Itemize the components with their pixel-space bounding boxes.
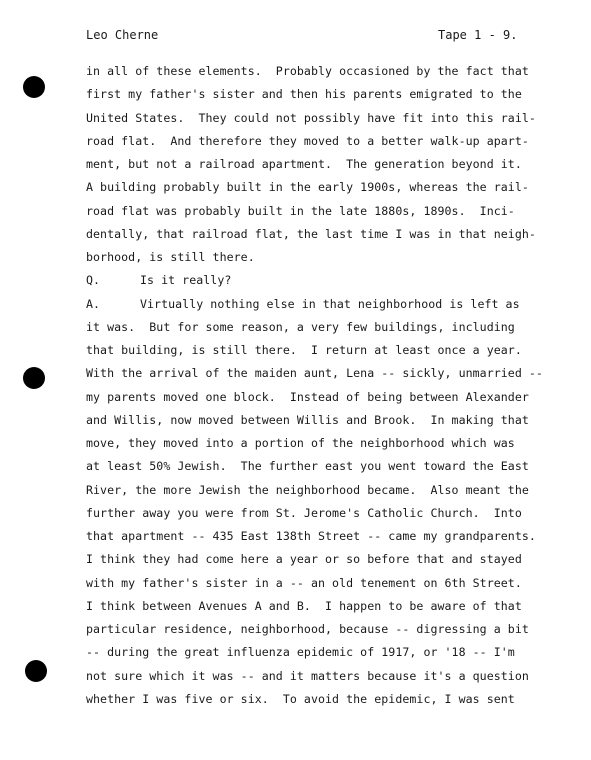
transcript-line: first my father's sister and then his parents emigrated to the <box>86 87 522 102</box>
transcript-line: not sure which it was -- and it matters because it's a question <box>86 668 529 683</box>
question-label: Q. <box>86 273 101 288</box>
transcript-line: I think they had come here a year or so before that and stayed <box>86 552 522 567</box>
transcript-line: I think between Avenues A and B. I happen to be aware of that <box>86 598 522 613</box>
transcript-line: dentally, that railroad flat, the last time I was in that neigh- <box>86 226 536 241</box>
transcript-line: at least 50% Jewish. The further east you went toward the East <box>86 459 529 474</box>
transcript-line: road flat. And therefore they moved to a better walk-up apart- <box>86 133 529 148</box>
question-line <box>86 269 586 292</box>
transcript-line: -- during the great influenza epidemic of 1917, or '18 -- I'm <box>86 645 515 660</box>
transcript-line: my parents moved one block. Instead of being between Alexander <box>86 389 529 404</box>
transcript-line: and Willis, now moved between Willis and Brook. In making that <box>86 412 529 427</box>
transcript-line: whether I was five or six. To avoid the epidemic, I was sent <box>86 691 515 706</box>
transcript-line: United States. They could not possibly have fit into this rail- <box>86 110 536 125</box>
transcript-line: with my father's sister in a -- an old tenement on 6th Street. <box>86 575 522 590</box>
transcript-line: ment, but not a railroad apartment. The generation beyond it. <box>86 157 522 171</box>
punch-hole-top <box>23 76 45 98</box>
question-text: Is it really? <box>140 273 232 288</box>
transcript-body <box>86 60 586 711</box>
transcript-line: further away you were from St. Jerome's Catholic Church. Into <box>86 505 522 520</box>
transcript-line: particular residence, neighborhood, because -- digressing a bit <box>86 622 529 636</box>
header-speaker-name: Leo Cherne <box>86 28 159 42</box>
answer-line <box>86 293 586 316</box>
punch-hole-bottom <box>25 660 47 682</box>
transcript-line: in all of these elements. Probably occasioned by the fact that <box>86 64 529 78</box>
transcript-line: that building, is still there. I return at least once a year. <box>86 343 522 357</box>
transcript-line: it was. But for some reason, a very few buildings, including <box>86 319 515 334</box>
answer-text: Virtually nothing else in that neighborhood is left as <box>140 296 520 311</box>
transcript-line: With the arrival of the maiden aunt, Lena -- sickly, unmarried -- <box>86 366 543 381</box>
header-tape-page: Tape 1 - 9. <box>438 28 518 42</box>
answer-label: A. <box>86 296 101 311</box>
punch-hole-middle <box>23 367 45 389</box>
transcript-line: road flat was probably built in the late 1880s, 1890s. Inci- <box>86 203 515 218</box>
transcript-line: move, they moved into a portion of the neighborhood which was <box>86 436 515 450</box>
transcript-line: that apartment -- 435 East 138th Street -- came my grandparents. <box>86 529 536 543</box>
transcript-line: borhood, is still there. <box>86 250 255 264</box>
transcript-line: River, the more Jewish the neighborhood became. Also meant the <box>86 482 529 497</box>
transcript-line: A building probably built in the early 1900s, whereas the rail- <box>86 180 529 195</box>
